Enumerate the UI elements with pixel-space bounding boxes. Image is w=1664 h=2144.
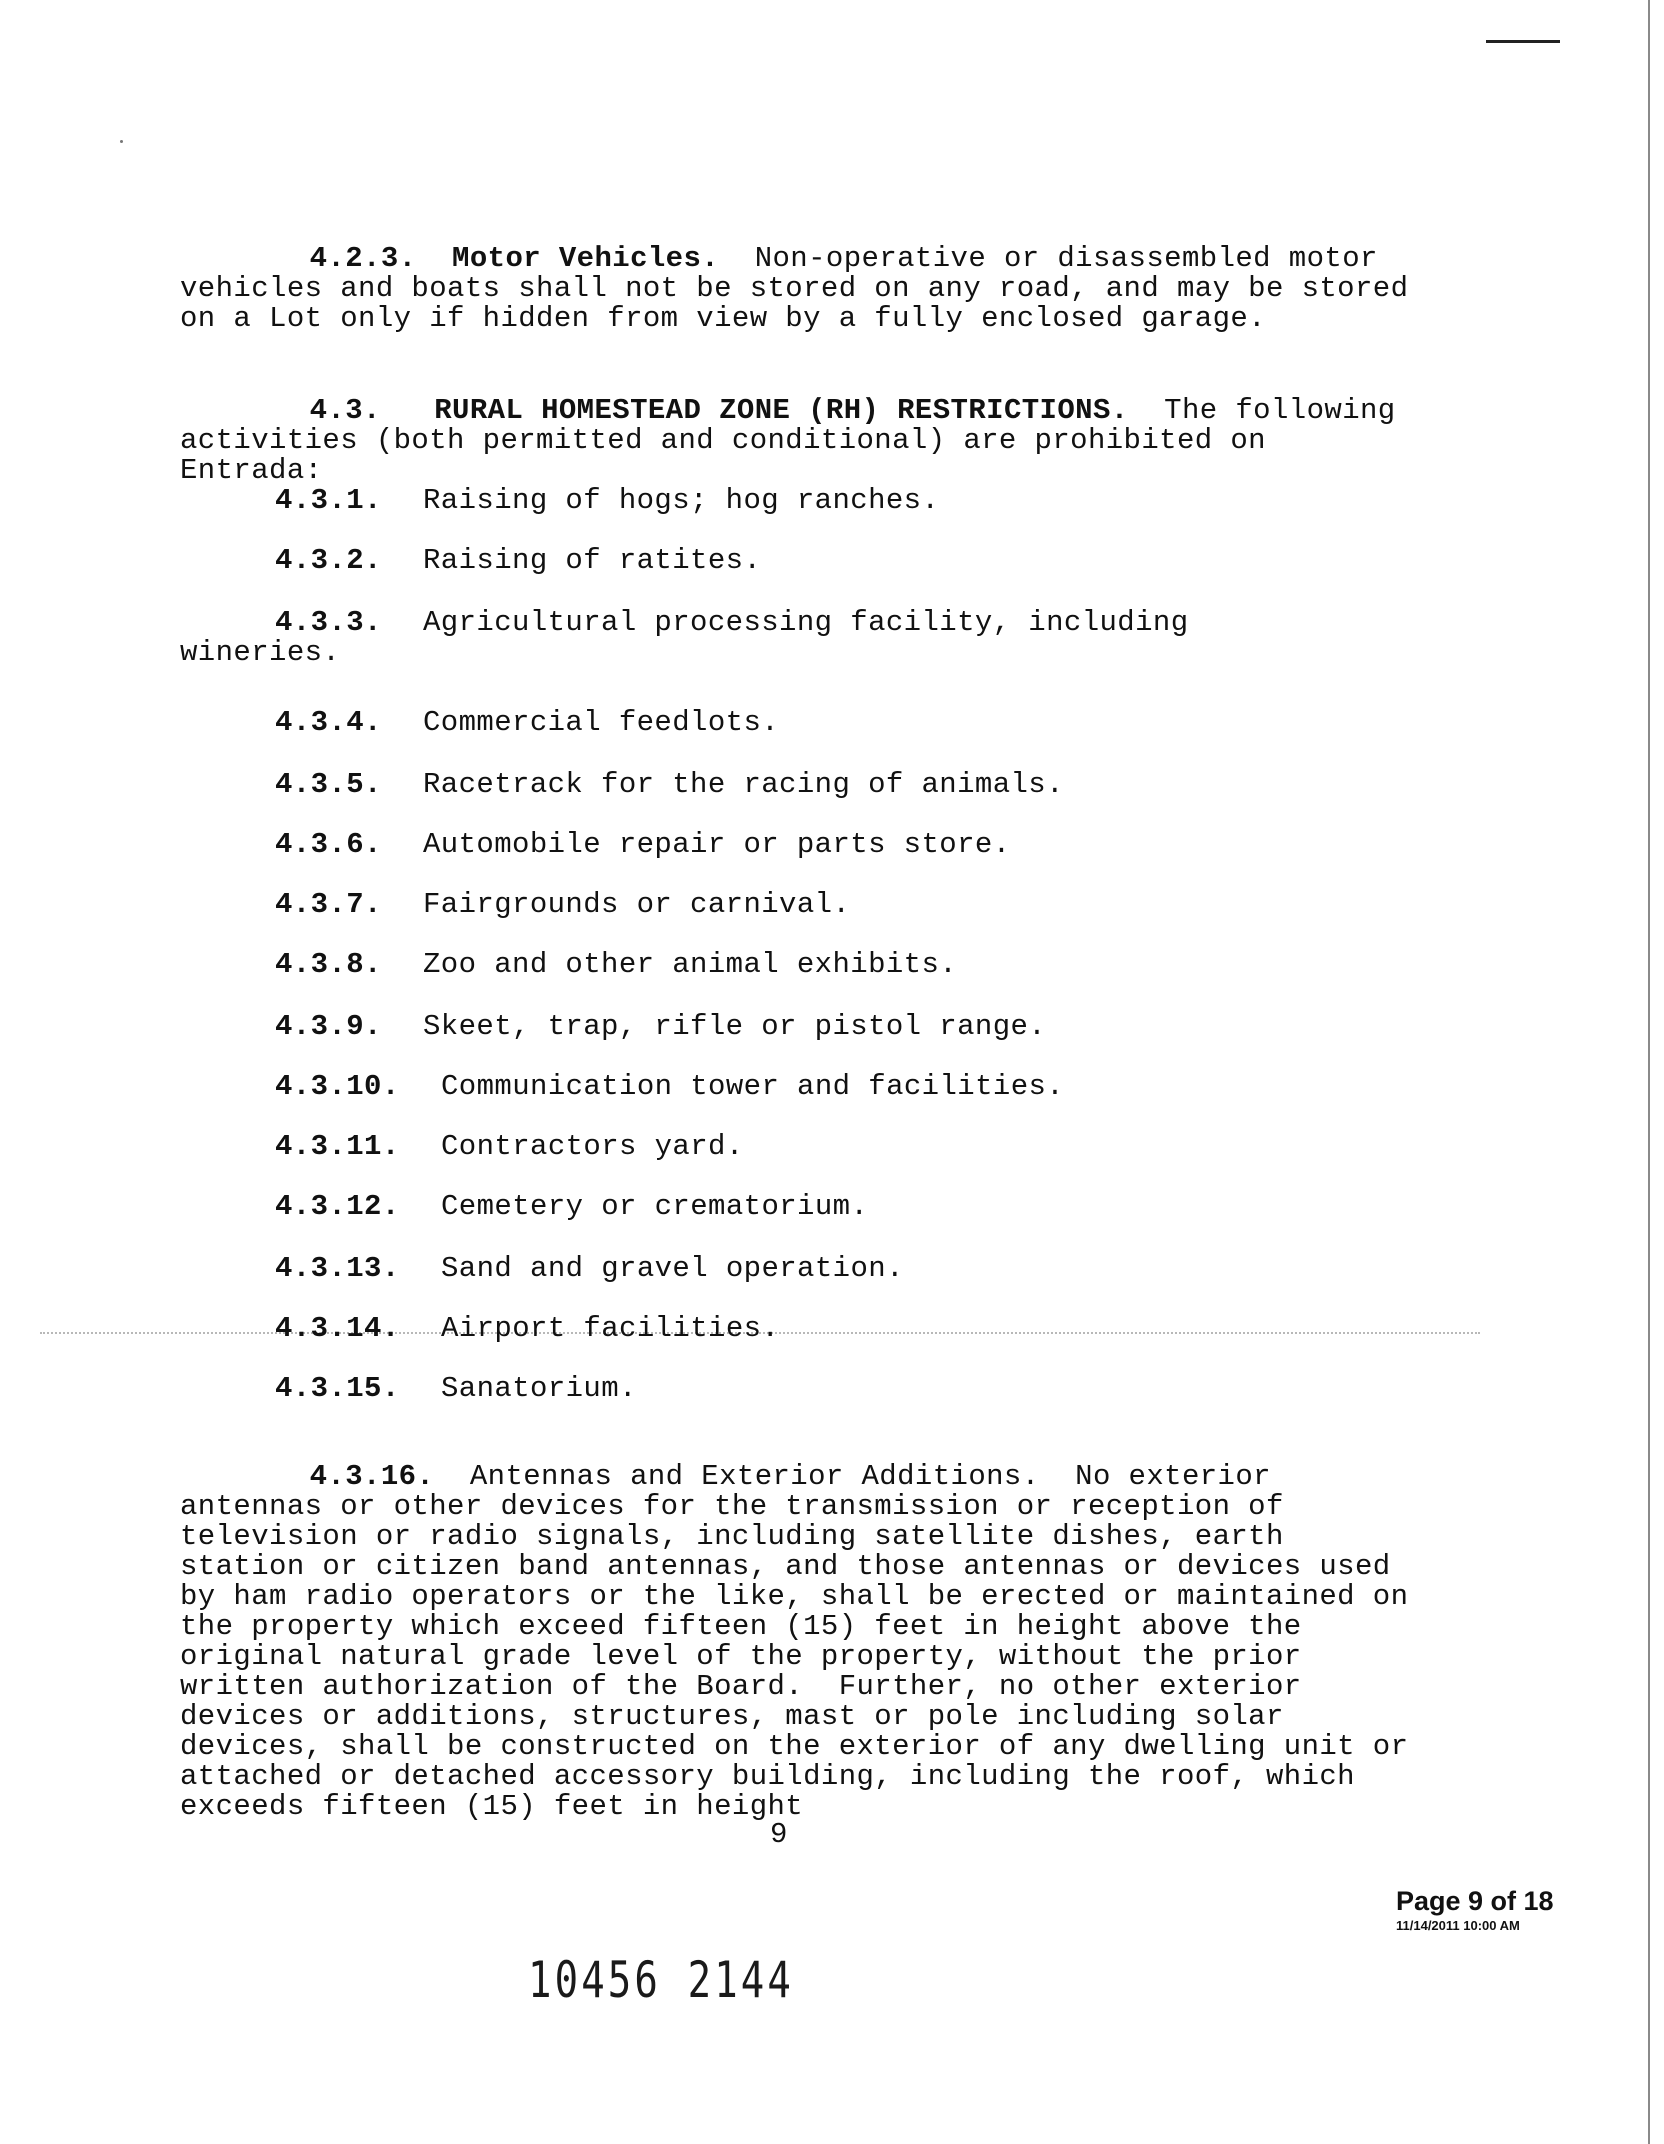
- item-text: Agricultural processing facility, including: [423, 606, 1189, 639]
- item-number: 4.3.7.: [275, 888, 382, 921]
- item-number: 4.3.8.: [275, 948, 382, 981]
- list-item: [275, 608, 1189, 638]
- list-item: [275, 1072, 1064, 1102]
- list-item: [275, 1254, 904, 1284]
- item-number: 4.3.13.: [275, 1252, 400, 1285]
- item-number: 4.3.6.: [275, 828, 382, 861]
- item-number: 4.3.5.: [275, 768, 382, 801]
- item-number: 4.3.9.: [275, 1010, 382, 1043]
- item-text: Fairgrounds or carnival.: [423, 888, 851, 921]
- list-item: [275, 770, 1064, 800]
- item-number: 4.3.11.: [275, 1130, 400, 1163]
- list-item: [275, 486, 939, 516]
- item-text: Skeet, trap, rifle or pistol range.: [423, 1010, 1047, 1043]
- item-number: 4.3.14.: [275, 1312, 400, 1345]
- section-title: Motor Vehicles.: [452, 242, 720, 275]
- recorder-datetime-stamp: 11/14/2011 10:00 AM: [1396, 1918, 1520, 1933]
- list-item: [275, 1012, 1046, 1042]
- list-item: [275, 830, 1011, 860]
- item-text: Racetrack for the racing of animals.: [423, 768, 1064, 801]
- section-number: 4.2.3.: [309, 242, 417, 275]
- item-number: 4.3.4.: [275, 706, 382, 739]
- section-number: 4.3.: [309, 394, 381, 427]
- section-title: RURAL HOMESTEAD ZONE (RH) RESTRICTIONS.: [434, 394, 1129, 427]
- section-text: Antennas and Exterior Additions. No exterior antennas or other devices for the transmission or reception of television or radio signals, including satellite dishes, earth station or citizen band antennas, and those antennas or devices used by ham radio operators or the like, shall be erected or maintained on the property which exceed fifteen (15) feet in height above the original natural grade level of the property, without the prior written authorization of the Board. Further, no other exterior devices or additions, structures, mast or pole including solar devices, shall be constructed on the exterior of any dwelling unit or attached or detached accessory building, including the roof, which exceeds fifteen (15) feet in height: [180, 1460, 1427, 1823]
- item-number: 4.3.3.: [275, 606, 382, 639]
- section-text: Non-operative or disassembled motor vehicles and boats shall not be stored on any road, and may be stored on a Lot only if hidden from view by a fully enclosed garage.: [180, 242, 1427, 335]
- page-number: 9: [770, 1818, 788, 1851]
- record-book-page-number: 10456 2144: [528, 1951, 795, 2009]
- item-text: Zoo and other animal exhibits.: [423, 948, 958, 981]
- scan-mark: [1486, 40, 1560, 43]
- item-number: 4.3.12.: [275, 1190, 400, 1223]
- section-number: 4.3.16.: [309, 1460, 435, 1493]
- list-item: [275, 1314, 779, 1344]
- list-item: [275, 950, 957, 980]
- item-text: Airport facilities.: [441, 1312, 780, 1345]
- item-text: Cemetery or crematorium.: [441, 1190, 869, 1223]
- item-text: Commercial feedlots.: [423, 706, 780, 739]
- scan-right-edge: [1648, 0, 1650, 2144]
- scan-speck: [120, 140, 123, 143]
- list-item: [275, 1374, 637, 1404]
- item-number: 4.3.10.: [275, 1070, 400, 1103]
- list-item: [275, 546, 761, 576]
- list-item: [275, 890, 850, 920]
- list-item: [275, 708, 779, 738]
- section-text: The following activities (both permitted and conditional) are prohibited on Entrada:: [180, 394, 1414, 487]
- item-text: Raising of ratites.: [423, 544, 762, 577]
- item-text: Sanatorium.: [441, 1372, 637, 1405]
- section-4-3: [180, 366, 1414, 487]
- item-number: 4.3.15.: [275, 1372, 400, 1405]
- list-item: [275, 1132, 744, 1162]
- section-4-3-16: [180, 1432, 1427, 1823]
- item-text: Automobile repair or parts store.: [423, 828, 1011, 861]
- section-4-2-3: [180, 214, 1427, 335]
- item-continuation: wineries.: [180, 636, 341, 669]
- item-text: Sand and gravel operation.: [441, 1252, 904, 1285]
- list-item: [275, 1192, 868, 1222]
- item-number: 4.3.1.: [275, 484, 382, 517]
- item-text: Communication tower and facilities.: [441, 1070, 1065, 1103]
- item-text: Raising of hogs; hog ranches.: [423, 484, 940, 517]
- item-text: Contractors yard.: [441, 1130, 744, 1163]
- recorder-page-stamp: Page 9 of 18: [1396, 1886, 1554, 1916]
- item-number: 4.3.2.: [275, 544, 382, 577]
